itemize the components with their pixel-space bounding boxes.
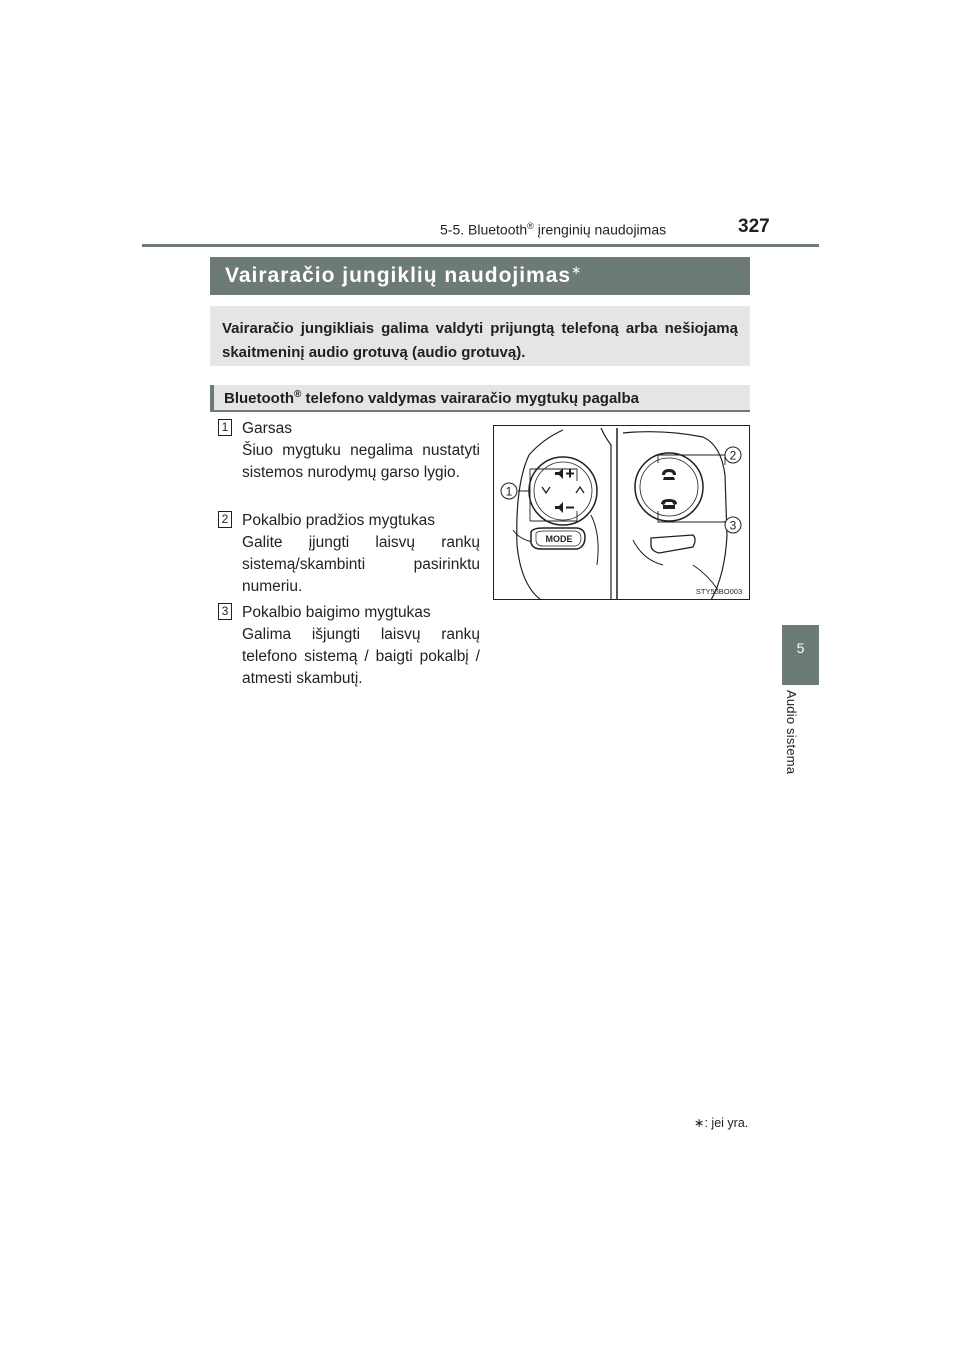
section-header: [440, 221, 666, 238]
chapter-number: 5: [796, 640, 805, 656]
item-label: Pokalbio pradžios mygtukas: [242, 512, 435, 529]
list-item: [218, 602, 480, 690]
header-rule: [142, 244, 819, 247]
registered-mark: ®: [527, 221, 534, 231]
callout-2: 2: [729, 448, 737, 463]
item-label: Garsas: [242, 420, 292, 437]
item-number: 1: [218, 419, 232, 436]
callout-1: 1: [505, 484, 513, 499]
page-title: [225, 263, 582, 288]
footnote: [694, 1115, 748, 1130]
item-description: Galite įjungti laisvų rankų sistemą/skambinti pasirinktu numeriu.: [242, 534, 480, 595]
item-number: 2: [218, 511, 232, 528]
mode-button-label: MODE: [545, 534, 573, 544]
callout-3: 3: [729, 518, 737, 533]
figure-code: STY55BO003: [695, 587, 743, 596]
intro-box: [210, 306, 750, 366]
volume-switch: [529, 457, 597, 525]
chapter-label: Audio sistema: [784, 690, 799, 775]
subheading-prefix: Bluetooth: [224, 390, 294, 407]
subheading-suffix: telefono valdymas vairaračio mygtukų pagalba: [301, 390, 639, 407]
phone-switch: [635, 453, 703, 521]
title-marker: ∗: [571, 263, 583, 277]
footnote-marker: ∗: [694, 1116, 705, 1130]
page-title-text: Vairaračio jungiklių naudojimas: [225, 264, 572, 287]
steering-wheel-figure: [493, 425, 750, 600]
footnote-text: : jei yra.: [704, 1116, 749, 1130]
item-number: 3: [218, 603, 232, 620]
title-bar: [210, 257, 750, 295]
list-item: [218, 418, 480, 484]
subheading-bar: [210, 385, 750, 412]
intro-text: Vairaračio jungikliais galima valdyti prijungtą telefoną arba nešiojamą skaitmeninį audio grotuvą (audio grotuvą).: [222, 320, 738, 361]
item-label: Pokalbio baigimo mygtukas: [242, 604, 431, 621]
list-item: [218, 510, 480, 598]
item-description: Šiuo mygtuku negalima nustatyti sistemos nurodymų garso lygio.: [242, 442, 480, 481]
page-number: 327: [738, 216, 770, 237]
section-suffix: įrenginių naudojimas: [533, 221, 667, 238]
subheading-reg: ®: [293, 389, 302, 400]
subheading: [224, 389, 639, 407]
section-prefix: 5-5. Bluetooth: [440, 221, 528, 238]
item-description: Galima išjungti laisvų rankų telefono sistemą / baigti pokalbį / atmesti skambutį.: [242, 626, 480, 687]
